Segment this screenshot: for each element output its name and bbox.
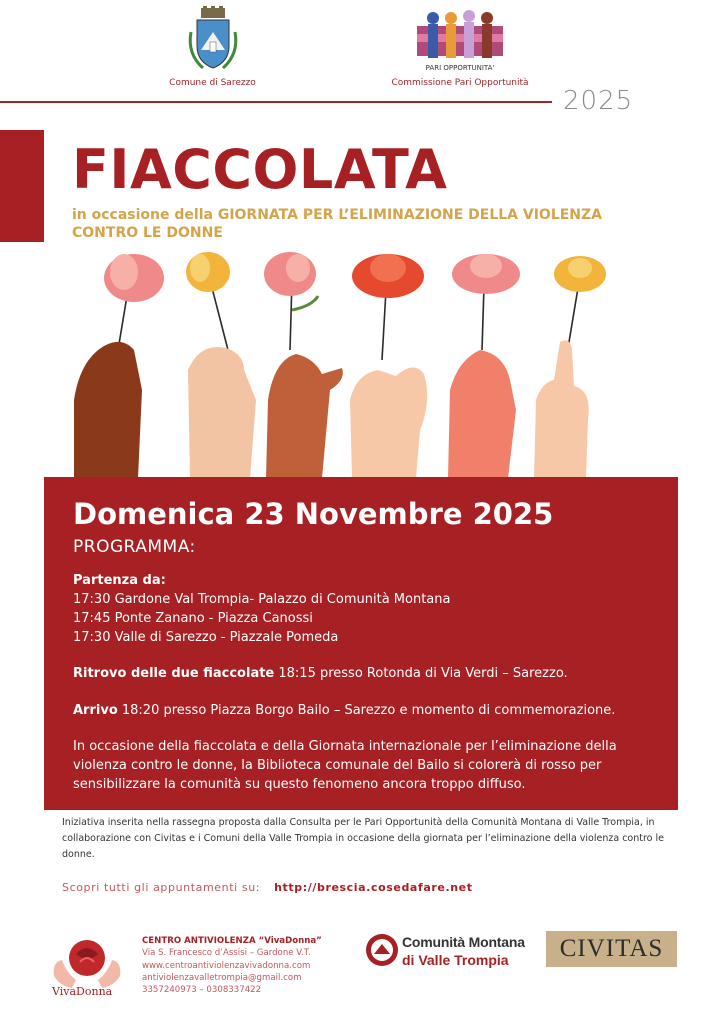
center-address: Via S. Francesco d’Assisi – Gardone V.T. bbox=[142, 948, 311, 959]
meeting-line bbox=[73, 664, 663, 683]
arrival-label: Arrivo bbox=[73, 703, 118, 718]
pari-logo-text: PARI OPPORTUNITA' bbox=[425, 64, 495, 72]
event-description: In occasione della fiaccolata e della Giornata internazionale per l’eliminazione della violenza contro le donne, la Biblioteca comunale del Bailo si colorerà di rosso per sensibilizzare la comunità su questo fenomeno ancora troppo diffuso. bbox=[73, 739, 617, 792]
flower-6-icon bbox=[554, 256, 606, 292]
departures-block bbox=[73, 571, 663, 647]
center-email[interactable]: antiviolenzavalletrompia@gmail.com bbox=[142, 972, 302, 983]
center-title: CENTRO ANTIVIOLENZA “VivaDonna” bbox=[142, 936, 322, 946]
civitas-logo: CIVITAS bbox=[546, 931, 677, 967]
center-phones: 3357240973 – 0308337422 bbox=[142, 985, 262, 996]
hand-3-icon bbox=[266, 354, 343, 478]
vivadonna-wordmark: VivaDonna bbox=[52, 985, 113, 998]
arrival-text: 18:20 presso Piazza Borgo Bailo – Sarezzo e momento di commemorazione. bbox=[117, 703, 616, 718]
hands-with-flowers-illustration bbox=[60, 250, 620, 478]
comunita-montana-line1: Comunità Montana bbox=[402, 934, 525, 950]
discover-line bbox=[62, 881, 473, 894]
sarezzo-crest-icon bbox=[183, 6, 243, 74]
hand-4-icon bbox=[350, 367, 427, 478]
poster-subtitle: in occasione della GIORNATA PER L’ELIMINAZIONE DELLA VIOLENZA CONTRO LE DONNE bbox=[72, 207, 603, 241]
flower-5-icon bbox=[452, 254, 520, 294]
event-date: Domenica 23 Novembre 2025 bbox=[73, 497, 554, 531]
departure-item: 17:30 Gardone Val Trompia- Palazzo di Comunità Montana bbox=[73, 592, 451, 607]
program-heading: PROGRAMMA: bbox=[73, 537, 196, 557]
discover-label: Scopri tutti gli appuntamenti su: bbox=[62, 881, 261, 894]
comune-caption: Comune di Sarezzo bbox=[169, 78, 256, 88]
flower-1-icon bbox=[104, 254, 164, 302]
departure-item: 17:30 Valle di Sarezzo - Piazzale Pomeda bbox=[73, 630, 339, 645]
meeting-label: Ritrovo delle due fiaccolate bbox=[73, 666, 275, 681]
hand-2-icon bbox=[188, 347, 256, 478]
header-divider bbox=[0, 101, 552, 103]
footnote-text: Iniziativa inserita nella rassegna proposta dalla Consulta per le Pari Opportunità della Comunità Montana di Valle Trompia, in collaborazione con Civitas e i Comuni della Valle Trompia in occasione della giornata per l’eliminazione della violenza contro le donne. bbox=[62, 817, 664, 860]
year-label: 2025 bbox=[563, 86, 634, 116]
poster-title: FIACCOLATA bbox=[72, 138, 448, 201]
departure-label: Partenza da: bbox=[73, 573, 166, 588]
flower-4-icon bbox=[352, 254, 424, 298]
commissione-caption: Commissione Pari Opportunità bbox=[391, 78, 529, 88]
arrival-line bbox=[73, 701, 663, 720]
commissione-logo-block bbox=[375, 6, 545, 88]
pari-opportunita-logo-icon bbox=[415, 6, 505, 74]
meeting-text: 18:15 presso Rotonda di Via Verdi – Sarezzo. bbox=[274, 666, 568, 681]
flower-2-icon bbox=[186, 252, 230, 292]
program-panel bbox=[44, 477, 678, 810]
center-website[interactable]: www.centroantiviolenzavivadonna.com bbox=[142, 960, 311, 971]
antiviolenza-center-info bbox=[142, 935, 322, 996]
hand-1-icon bbox=[74, 342, 142, 478]
comunita-montana-line2: di Valle Trompia bbox=[402, 952, 509, 968]
comune-sarezzo-logo-block bbox=[150, 6, 275, 88]
departure-item: 17:45 Ponte Zanano - Piazza Canossi bbox=[73, 611, 313, 626]
hand-6-icon bbox=[534, 340, 589, 478]
discover-link[interactable]: http://brescia.cosedafare.net bbox=[274, 881, 473, 894]
hand-5-icon bbox=[448, 350, 516, 478]
red-accent-tab bbox=[0, 130, 44, 242]
